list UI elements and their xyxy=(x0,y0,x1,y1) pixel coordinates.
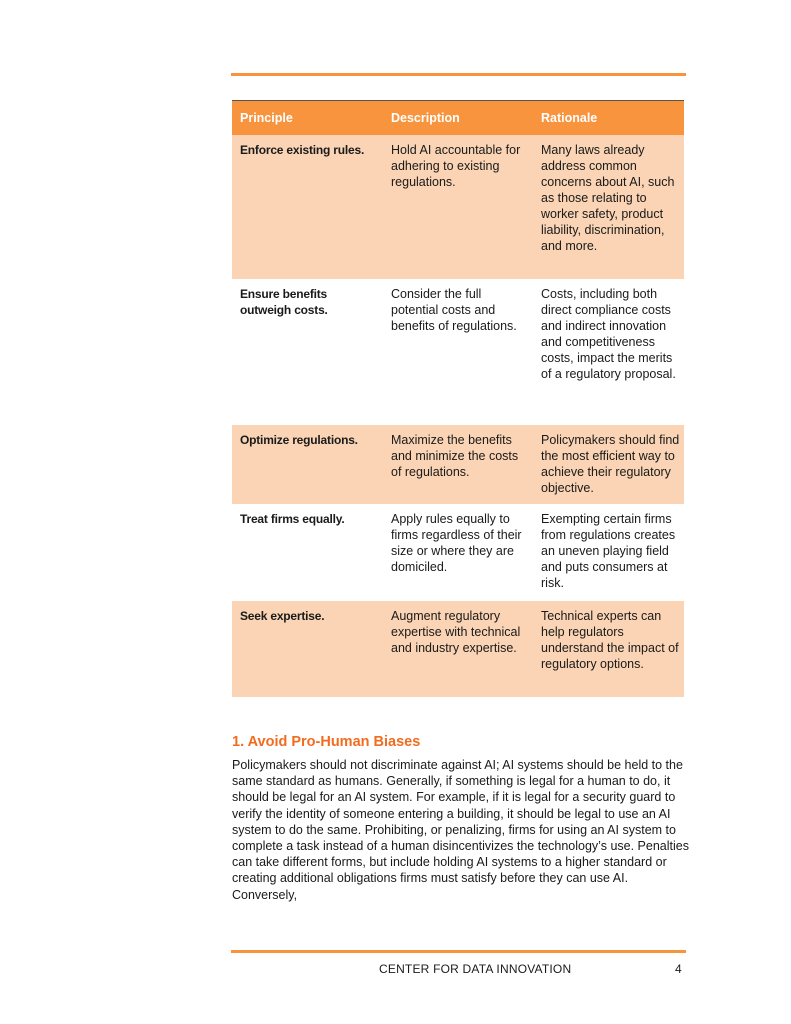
rationale-cell: Exempting certain firms from regulations creates an uneven playing field and puts consumers at risk. xyxy=(533,504,684,601)
principle-cell: Optimize regulations. xyxy=(232,425,383,504)
rationale-cell: Technical experts can help regulators understand the impact of regulatory options. xyxy=(533,601,684,697)
rationale-cell: Costs, including both direct compliance costs and indirect innovation and competitiveness costs, impact the merits of a regulatory proposal. xyxy=(533,279,684,425)
table-row xyxy=(232,279,684,425)
description-cell: Apply rules equally to firms regardless of their size or where they are domiciled. xyxy=(383,504,533,601)
description-cell: Maximize the benefits and minimize the costs of regulations. xyxy=(383,425,533,504)
table-row xyxy=(232,425,684,504)
body-paragraph: Policymakers should not discriminate against AI; AI systems should be held to the same standard as humans. Generally, if something is legal for a human to do, it should be legal for an AI system. For example, if it is legal for a security guard to verify the identity of someone entering a building, it should be legal to use an AI system to do the same. Prohibiting, or penalizing, firms for using an AI system to complete a task instead of a human disincentivizes the technology’s use. Penalties can take different forms, but include holding AI systems to a higher standard or creating additional obligations firms must satisfy before they can use AI. Conversely, xyxy=(232,758,689,902)
table-row xyxy=(232,601,684,697)
description-cell: Augment regulatory expertise with technical and industry expertise. xyxy=(383,601,533,697)
principle-cell: Enforce existing rules. xyxy=(232,135,383,279)
description-cell: Hold AI accountable for adhering to existing regulations. xyxy=(383,135,533,279)
table-row xyxy=(232,135,684,279)
principle-cell: Treat firms equally. xyxy=(232,504,383,601)
table-row xyxy=(232,504,684,601)
rationale-cell: Many laws already address common concerns about AI, such as those relating to worker safety, product liability, discrimination, and more. xyxy=(533,135,684,279)
column-header-principle: Principle xyxy=(232,101,383,136)
footer-organization: CENTER FOR DATA INNOVATION xyxy=(379,962,572,976)
principles-table xyxy=(232,100,684,697)
principle-cell: Seek expertise. xyxy=(232,601,383,697)
page-number: 4 xyxy=(675,962,682,976)
table-header-row xyxy=(232,101,684,136)
description-cell: Consider the full potential costs and benefits of regulations. xyxy=(383,279,533,425)
footer-rule xyxy=(231,950,686,953)
principle-cell: Ensure benefits outweigh costs. xyxy=(232,279,383,425)
rationale-cell: Policymakers should find the most efficient way to achieve their regulatory objective. xyxy=(533,425,684,504)
column-header-rationale: Rationale xyxy=(533,101,684,136)
section-heading: 1. Avoid Pro-Human Biases xyxy=(232,734,421,750)
column-header-description: Description xyxy=(383,101,533,136)
header-rule xyxy=(231,73,686,76)
